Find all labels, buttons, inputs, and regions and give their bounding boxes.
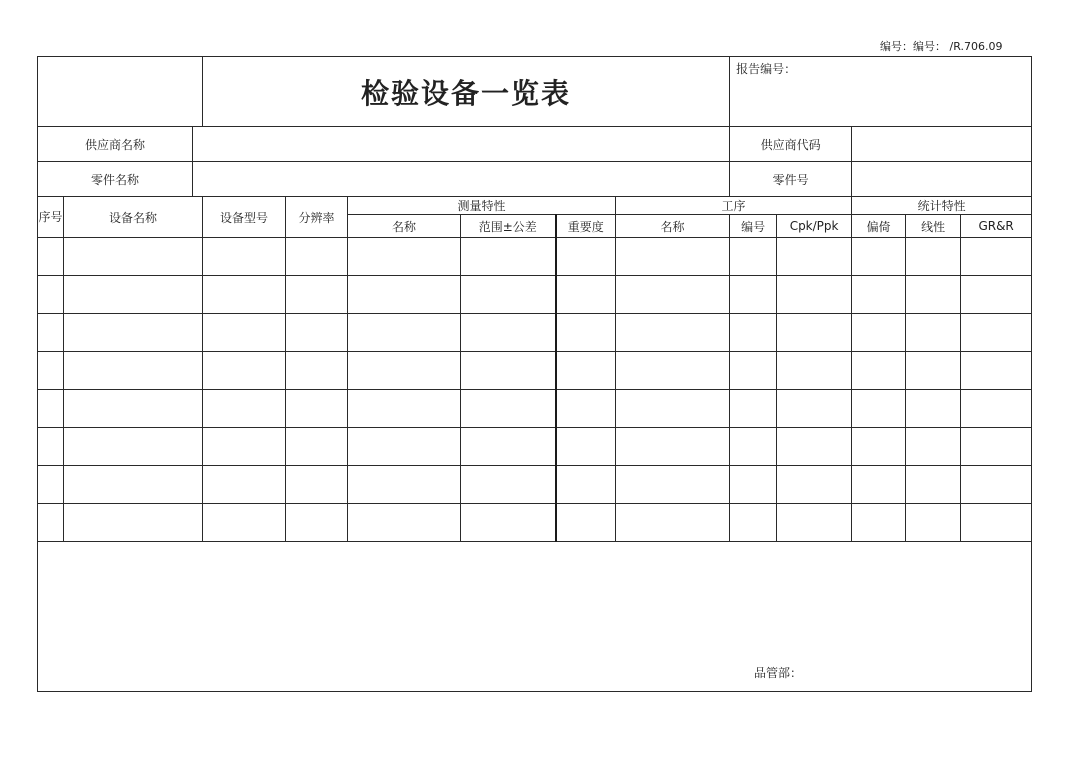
part-name-label: 零件名称 [38,162,193,197]
cell-seq[interactable] [38,276,64,314]
cell-linearity[interactable] [906,238,961,276]
cell-measure-name[interactable] [348,352,461,390]
title-cell [203,57,730,127]
report-number-cell[interactable] [730,57,1032,127]
cell-process-number[interactable] [730,314,777,352]
header-bias: 偏倚 [852,215,906,238]
cell-linearity[interactable] [906,390,961,428]
cell-process-name[interactable] [616,428,730,466]
cell-range-tolerance[interactable] [461,504,556,542]
cell-seq[interactable] [38,466,64,504]
cell-process-name[interactable] [616,390,730,428]
cell-process-number[interactable] [730,390,777,428]
cell-bias[interactable] [852,390,906,428]
cell-seq[interactable] [38,352,64,390]
cell-process-number[interactable] [730,276,777,314]
title-row [38,57,1032,127]
cell-linearity[interactable] [906,352,961,390]
table-row [38,504,1032,542]
header-importance: 重要度 [556,215,616,238]
cell-equipment-model[interactable] [203,238,286,276]
header-row-1 [38,197,1032,215]
supplier-code-field[interactable] [852,127,1032,162]
cell-equipment-model[interactable] [203,352,286,390]
cell-importance[interactable] [556,466,616,504]
cell-resolution[interactable] [286,504,348,542]
cell-seq[interactable] [38,428,64,466]
cell-grr[interactable] [961,352,1032,390]
cell-grr[interactable] [961,428,1032,466]
cell-process-name[interactable] [616,238,730,276]
cell-range-tolerance[interactable] [461,314,556,352]
table-row [38,238,1032,276]
cell-range-tolerance[interactable] [461,276,556,314]
cell-importance[interactable] [556,390,616,428]
report-number-label: 报告编号： [736,62,797,76]
cell-equipment-model[interactable] [203,390,286,428]
footer-row [38,542,1032,692]
cell-process-number[interactable] [730,466,777,504]
cell-bias[interactable] [852,466,906,504]
header-process-name: 名称 [616,215,730,238]
supplier-name-label: 供应商名称 [38,127,193,162]
header-statistical-characteristics: 统计特性 [852,197,1032,215]
header-resolution: 分辨率 [286,197,348,238]
cell-resolution[interactable] [286,276,348,314]
cell-linearity[interactable] [906,314,961,352]
table-row [38,276,1032,314]
cell-importance[interactable] [556,314,616,352]
header-process-number: 编号 [730,215,777,238]
cell-cpk-ppk[interactable] [777,504,852,542]
supplier-row [38,127,1032,162]
cell-cpk-ppk[interactable] [777,276,852,314]
cell-grr[interactable] [961,314,1032,352]
cell-resolution[interactable] [286,238,348,276]
cell-equipment-name[interactable] [64,352,203,390]
part-row [38,162,1032,197]
supplier-name-field[interactable] [193,127,730,162]
document-code: 编号：编号： /R.706.09 [880,40,1003,53]
header-cpk-ppk: Cpk/Ppk [777,215,852,238]
cell-bias[interactable] [852,238,906,276]
cell-cpk-ppk[interactable] [777,314,852,352]
header-grr: GR&R [961,215,1032,238]
cell-process-number[interactable] [730,428,777,466]
footer-cell [38,542,1032,692]
header-seq: 序号 [38,197,64,238]
cell-measure-name[interactable] [348,238,461,276]
cell-seq[interactable] [38,504,64,542]
cell-linearity[interactable] [906,466,961,504]
cell-grr[interactable] [961,466,1032,504]
cell-cpk-ppk[interactable] [777,466,852,504]
cell-measure-name[interactable] [348,466,461,504]
cell-measure-name[interactable] [348,390,461,428]
header-measure-name: 名称 [348,215,461,238]
cell-importance[interactable] [556,276,616,314]
cell-bias[interactable] [852,276,906,314]
cell-cpk-ppk[interactable] [777,428,852,466]
header-equipment-name: 设备名称 [64,197,203,238]
cell-importance[interactable] [556,428,616,466]
cell-equipment-model[interactable] [203,276,286,314]
logo-cell [38,57,203,127]
cell-measure-name[interactable] [348,314,461,352]
cell-range-tolerance[interactable] [461,238,556,276]
cell-bias[interactable] [852,314,906,352]
cell-bias[interactable] [852,352,906,390]
cell-seq[interactable] [38,238,64,276]
cell-importance[interactable] [556,352,616,390]
cell-process-name[interactable] [616,504,730,542]
cell-resolution[interactable] [286,428,348,466]
cell-cpk-ppk[interactable] [777,390,852,428]
cell-equipment-name[interactable] [64,428,203,466]
header-process: 工序 [616,197,852,215]
cell-equipment-name[interactable] [64,504,203,542]
cell-cpk-ppk[interactable] [777,238,852,276]
cell-grr[interactable] [961,238,1032,276]
cell-importance[interactable] [556,504,616,542]
header-linearity: 线性 [906,215,961,238]
table-row [38,466,1032,504]
cell-seq[interactable] [38,314,64,352]
part-number-label: 零件号 [730,162,852,197]
cell-equipment-name[interactable] [64,314,203,352]
cell-measure-name[interactable] [348,428,461,466]
form-title: 检验设备一览表 [361,76,572,110]
cell-bias[interactable] [852,428,906,466]
cell-range-tolerance[interactable] [461,466,556,504]
cell-process-name[interactable] [616,352,730,390]
cell-equipment-name[interactable] [64,466,203,504]
cell-process-number[interactable] [730,504,777,542]
cell-process-number[interactable] [730,352,777,390]
cell-resolution[interactable] [286,352,348,390]
cell-range-tolerance[interactable] [461,352,556,390]
cell-cpk-ppk[interactable] [777,352,852,390]
cell-bias[interactable] [852,504,906,542]
cell-equipment-name[interactable] [64,390,203,428]
cell-grr[interactable] [961,276,1032,314]
cell-process-name[interactable] [616,466,730,504]
table-row [38,314,1032,352]
table-row [38,390,1032,428]
header-measurement-characteristics: 测量特性 [348,197,616,215]
cell-equipment-model[interactable] [203,428,286,466]
part-number-field[interactable] [852,162,1032,197]
table-row [38,352,1032,390]
cell-measure-name[interactable] [348,276,461,314]
cell-linearity[interactable] [906,276,961,314]
cell-equipment-model[interactable] [203,466,286,504]
cell-resolution[interactable] [286,314,348,352]
cell-process-name[interactable] [616,276,730,314]
cell-linearity[interactable] [906,504,961,542]
cell-resolution[interactable] [286,390,348,428]
cell-grr[interactable] [961,390,1032,428]
cell-resolution[interactable] [286,466,348,504]
supplier-code-label: 供应商代码 [730,127,852,162]
cell-range-tolerance[interactable] [461,390,556,428]
cell-equipment-name[interactable] [64,276,203,314]
inspection-equipment-form [37,56,1032,692]
cell-equipment-model[interactable] [203,504,286,542]
cell-equipment-model[interactable] [203,314,286,352]
cell-seq[interactable] [38,390,64,428]
cell-grr[interactable] [961,504,1032,542]
cell-range-tolerance[interactable] [461,428,556,466]
cell-equipment-name[interactable] [64,238,203,276]
cell-process-name[interactable] [616,314,730,352]
qa-department-label: 品管部： [754,666,803,680]
table-row [38,428,1032,466]
part-name-field[interactable] [193,162,730,197]
cell-linearity[interactable] [906,428,961,466]
cell-importance[interactable] [556,238,616,276]
header-range-tolerance: 范围±公差 [461,215,556,238]
cell-measure-name[interactable] [348,504,461,542]
data-rows [38,238,1032,542]
header-equipment-model: 设备型号 [203,197,286,238]
cell-process-number[interactable] [730,238,777,276]
